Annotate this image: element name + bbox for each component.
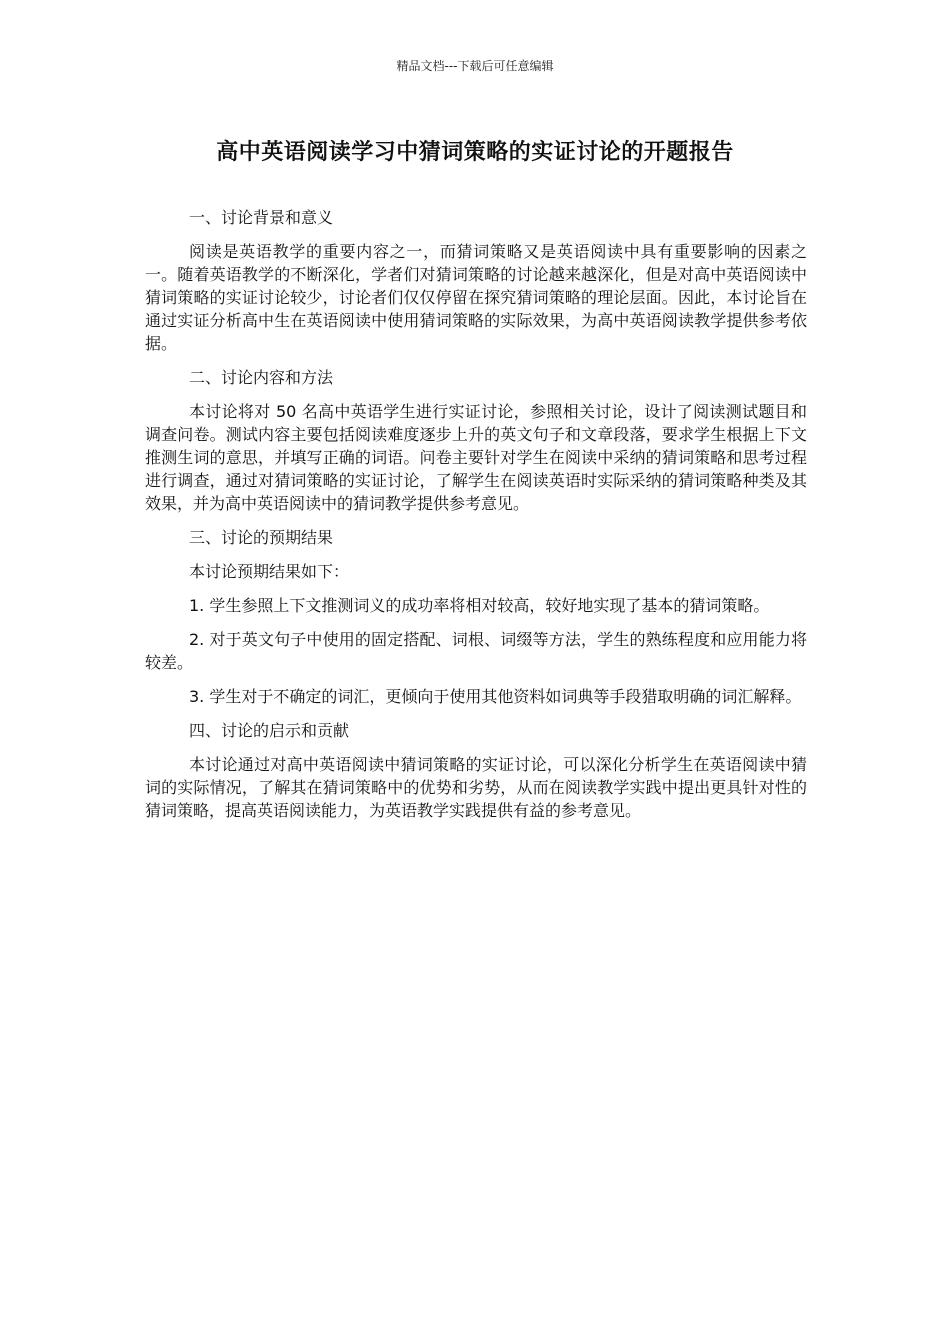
document-body [145,206,807,833]
section-heading: 三、讨论的预期结果 [189,528,334,547]
body-paragraph: 本讨论通过对高中英语阅读中猜词策略的实证讨论，可以深化分析学生在英语阅读中猜词的实际情况，了解其在猜词策略中的优势和劣势，从而在阅读教学实践中提出更具针对性的猜词策略，提高英语阅读能力，为英语教学实践提供有益的参考意见。 [145,755,807,820]
document-title: 高中英语阅读学习中猜词策略的实证讨论的开题报告 [216,140,734,165]
body-paragraph: 本讨论将对 50 名高中英语学生进行实证讨论，参照相关讨论，设计了阅读测试题目和调查问卷。测试内容主要包括阅读难度逐步上升的英文句子和文章段落，要求学生根据上下文推测生词的意思，并填写正确的词语。问卷主要针对学生在阅读中采纳的猜词策略和思考过程进行调查，通过对猜词策略的实证讨论，了解学生在阅读英语时实际采纳的猜词策略种类及其效果，并为高中英语阅读中的猜词教学提供参考意见。 [145,402,807,513]
list-item: 1. 学生参照上下文推测词义的成功率将相对较高，较好地实现了基本的猜词策略。 [189,596,770,615]
body-paragraph: 本讨论预期结果如下： [189,562,350,581]
body-paragraph: 阅读是英语教学的重要内容之一，而猜词策略又是英语阅读中具有重要影响的因素之一。随着英语教学的不断深化，学者们对猜词策略的讨论越来越深化，但是对高中英语阅读中猜词策略的实证讨论较少，讨论者们仅仅停留在探究猜词策略的理论层面。因此，本讨论旨在通过实证分析高中生在英语阅读中使用猜词策略的实际效果，为高中英语阅读教学提供参考依据。 [145,242,807,353]
section-heading: 四、讨论的启示和贡献 [189,721,350,740]
list-item: 2. 对于英文句子中使用的固定搭配、词根、词缀等方法，学生的熟练程度和应用能力将较差。 [145,630,807,672]
section-heading: 二、讨论内容和方法 [189,368,334,387]
list-item: 3. 学生对于不确定的词汇，更倾向于使用其他资料如词典等手段猎取明确的词汇解释。 [189,687,802,706]
section-heading: 一、讨论背景和意义 [189,208,334,227]
page-header: 精品文档---下载后可任意编辑 [396,59,554,73]
